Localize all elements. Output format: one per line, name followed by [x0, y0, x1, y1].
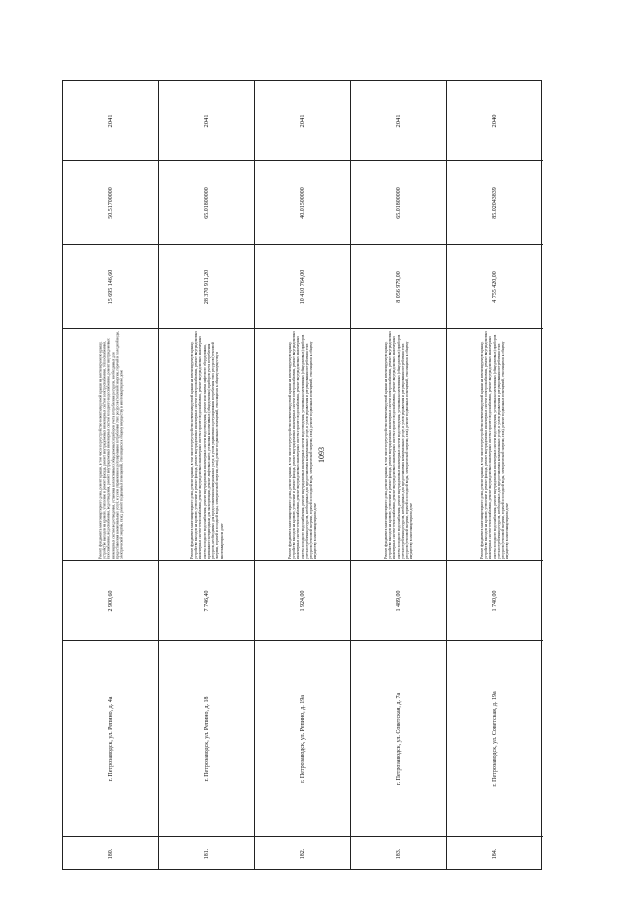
table-row: [447, 81, 543, 869]
area-value: 1 924,00: [299, 590, 306, 611]
address-value: г. Петрозаводск, ул. Репино, д. 4а: [107, 696, 114, 781]
cost-value: 10 410 764,00: [299, 269, 306, 304]
code-value: 85.02043839: [492, 186, 498, 219]
index-cell: [63, 837, 158, 871]
area-cell: [159, 561, 254, 641]
page-number-text: 1093: [317, 447, 326, 463]
row-index: 181.: [203, 848, 210, 860]
work-description: Ремонт фундамента многоквартирного дома, ремонт крыши, в том числе переустройство невентилируемой крыши на вентилируемую крышу, устройство выходов на кровлю, утепление и ремонт фасада, ремонт внутридомовых инженерных систем электроснабжения, теплоснабжения, газоснабжения, водоснабжения, водоотведения, ремонт внутридомовых инженерных систем холодного водоснабжения, ремонт внутридомовых инженерных систем водоотведения, установка коллективных (общедомовых) приборов учета потребления ресурсов, необходимых для предоставления коммунальных услуг, и узлов управления и регулирования потребления этих ресурсов (тепловой энергии, горячей и холодной воды, электрической энергии, газа), ремонт подвальных помещений, относящихся к общему имуществу в многоквартирном доме: [97, 330, 123, 559]
cost-cell: [447, 245, 543, 329]
index-cell: [255, 837, 350, 871]
code-cell: [351, 161, 446, 245]
area-cell: [255, 561, 350, 641]
work-description: Ремонт фундамента многоквартирного дома, ремонт крыши, в том числе переустройство невентилируемой крыши на вентилируемую крышу, устройство выходов на кровлю, утепление и ремонт фасада, ремонт внутридомовых инженерных систем электроснабжения, ремонт внутридомовых инженерных систем теплоснабжения, ремонт внутридомовых инженерных систем горячего водоснабжения, ремонт внутридомовых инженерных систем холодного водоснабжения, ремонт внутридомовых инженерных систем водоотведения, установка коллективных (общедомовых) приборов учета потребления ресурсов, необходимых для предоставления коммунальных услуг, и узлов управления и регулирования потребления этих ресурсов (тепловой энергии, горячей и холодной воды, электрической энергии, газа), ремонт подвальных помещений, относящихся к общему имуществу в многоквартирном доме: [480, 330, 510, 559]
index-cell: [159, 837, 254, 871]
row-index: 183.: [395, 848, 402, 860]
year-cell: [63, 81, 158, 161]
year-cell: [351, 81, 446, 161]
cost-cell: [255, 245, 350, 329]
year-value: 2041: [202, 114, 210, 127]
cost-value: 28 370 911,20: [203, 269, 210, 304]
area-cell: [447, 561, 543, 641]
area-value: 2 900,60: [107, 590, 114, 611]
row-index: 184.: [492, 848, 498, 860]
area-value: 1 489,00: [395, 590, 402, 611]
address-cell: [351, 641, 446, 837]
work-cell: [447, 329, 543, 561]
table-row: [255, 81, 351, 869]
address-value: г. Петрозаводск, ул. Советская, д. 7а: [395, 692, 402, 785]
address-cell: [255, 641, 350, 837]
code-cell: [63, 161, 158, 245]
cost-value: 15 695 146,60: [107, 269, 114, 304]
year-cell: [447, 81, 543, 161]
code-value: 50.51700000: [107, 186, 114, 219]
address-cell: [447, 641, 543, 837]
work-description: Ремонт фундамента многоквартирного дома, ремонт крыши, в том числе переустройство невентилируемой крыши на вентилируемую крышу, устройство выходов на кровлю, утепление и ремонт фасада, ремонт внутридомовых инженерных систем электроснабжения, ремонт внутридомовых инженерных систем теплоснабжения, ремонт внутридомовых инженерных систем горячего водоснабжения, ремонт внутридомовых инженерных систем холодного водоснабжения, ремонт внутридомовых инженерных систем водоотведения, установка коллективных (общедомовых) приборов учета потребления ресурсов, необходимых для предоставления коммунальных услуг, и узлов управления и регулирования потребления этих ресурсов (тепловой энергии, горячей и холодной воды, электрической энергии, газа), ремонт подвальных помещений, относящихся к общему имуществу в многоквартирном доме: [287, 330, 318, 559]
area-cell: [351, 561, 446, 641]
year-cell: [159, 81, 254, 161]
table-row: [351, 81, 447, 869]
work-cell: [63, 329, 158, 561]
area-value: 1 740,00: [492, 590, 498, 611]
year-cell: [255, 81, 350, 161]
cost-cell: [63, 245, 158, 329]
work-description: Ремонт фундамента многоквартирного дома, ремонт крыши, в том числе переустройство невентилируемой крыши на вентилируемую крышу, устройство выходов на кровлю, утепление и ремонт фасада, ремонт внутридомовых инженерных систем электроснабжения, ремонт внутридомовых инженерных систем теплоснабжения, ремонт внутридомовых инженерных систем горячего водоснабжения, ремонт внутридомовых инженерных систем холодного водоснабжения, ремонт внутридомовых инженерных систем водоотведения, ремонт или замена лифтового оборудования, признанного непригодным для эксплуатации, ремонт лифтовых шахт, установка коллективных (общедомовых) приборов учета потребления ресурсов, необходимых для предоставления коммунальных услуг, и узлов управления и регулирования потребления этих ресурсов (тепловой энергии, горячей и холодной воды, электрической энергии, газа), ремонт подвальных помещений, относящихся к общему имуществу в многоквартирном доме: [189, 330, 224, 559]
work-cell: [159, 329, 254, 561]
work-cell: [255, 329, 350, 561]
year-value: 2041: [106, 114, 114, 127]
index-cell: [351, 837, 446, 871]
area-cell: [63, 561, 158, 641]
address-cell: [159, 641, 254, 837]
work-description: Ремонт фундамента многоквартирного дома, ремонт крыши, в том числе переустройство невентилируемой крыши на вентилируемую крышу, устройство выходов на кровлю, утепление и ремонт фасада, ремонт внутридомовых инженерных систем электроснабжения, ремонт внутридомовых инженерных систем теплоснабжения, ремонт внутридомовых инженерных систем горячего водоснабжения, ремонт внутридомовых инженерных систем холодного водоснабжения, ремонт внутридомовых инженерных систем водоотведения, установка коллективных (общедомовых) приборов учета потребления ресурсов, необходимых для предоставления коммунальных услуг, и узлов управления и регулирования потребления этих ресурсов (тепловой энергии, горячей и холодной воды, электрической энергии, газа), ремонт подвальных помещений, относящихся к общему имуществу в многоквартирном доме: [383, 330, 414, 559]
cost-value: 4 755 420,00: [492, 270, 498, 303]
code-cell: [159, 161, 254, 245]
table-row: [63, 81, 159, 869]
row-index: 180.: [107, 848, 114, 860]
row-index: 182.: [299, 848, 306, 860]
address-value: г. Петрозаводск, ул. Репино, д. 19а: [299, 694, 306, 783]
area-value: 7 746,40: [203, 590, 210, 611]
address-value: г. Петрозаводск, ул. Советская, д. 19а: [492, 690, 498, 787]
work-cell: [351, 329, 446, 561]
index-cell: [447, 837, 543, 871]
cost-value: 8 056 979,00: [395, 270, 402, 303]
code-cell: [447, 161, 543, 245]
cost-cell: [159, 245, 254, 329]
code-cell: [255, 161, 350, 245]
address-value: г. Петрозаводск, ул. Репино, д. 18: [203, 695, 210, 782]
year-value: 2040: [490, 114, 498, 127]
year-value: 2041: [298, 114, 306, 127]
code-value: 40.01500000: [299, 186, 306, 219]
code-value: 65.01800000: [395, 186, 402, 219]
year-value: 2041: [394, 114, 402, 127]
code-value: 65.01800000: [203, 186, 210, 219]
repair-schedule-table: [62, 80, 542, 870]
table-row: [159, 81, 255, 869]
address-cell: [63, 641, 158, 837]
cost-cell: [351, 245, 446, 329]
